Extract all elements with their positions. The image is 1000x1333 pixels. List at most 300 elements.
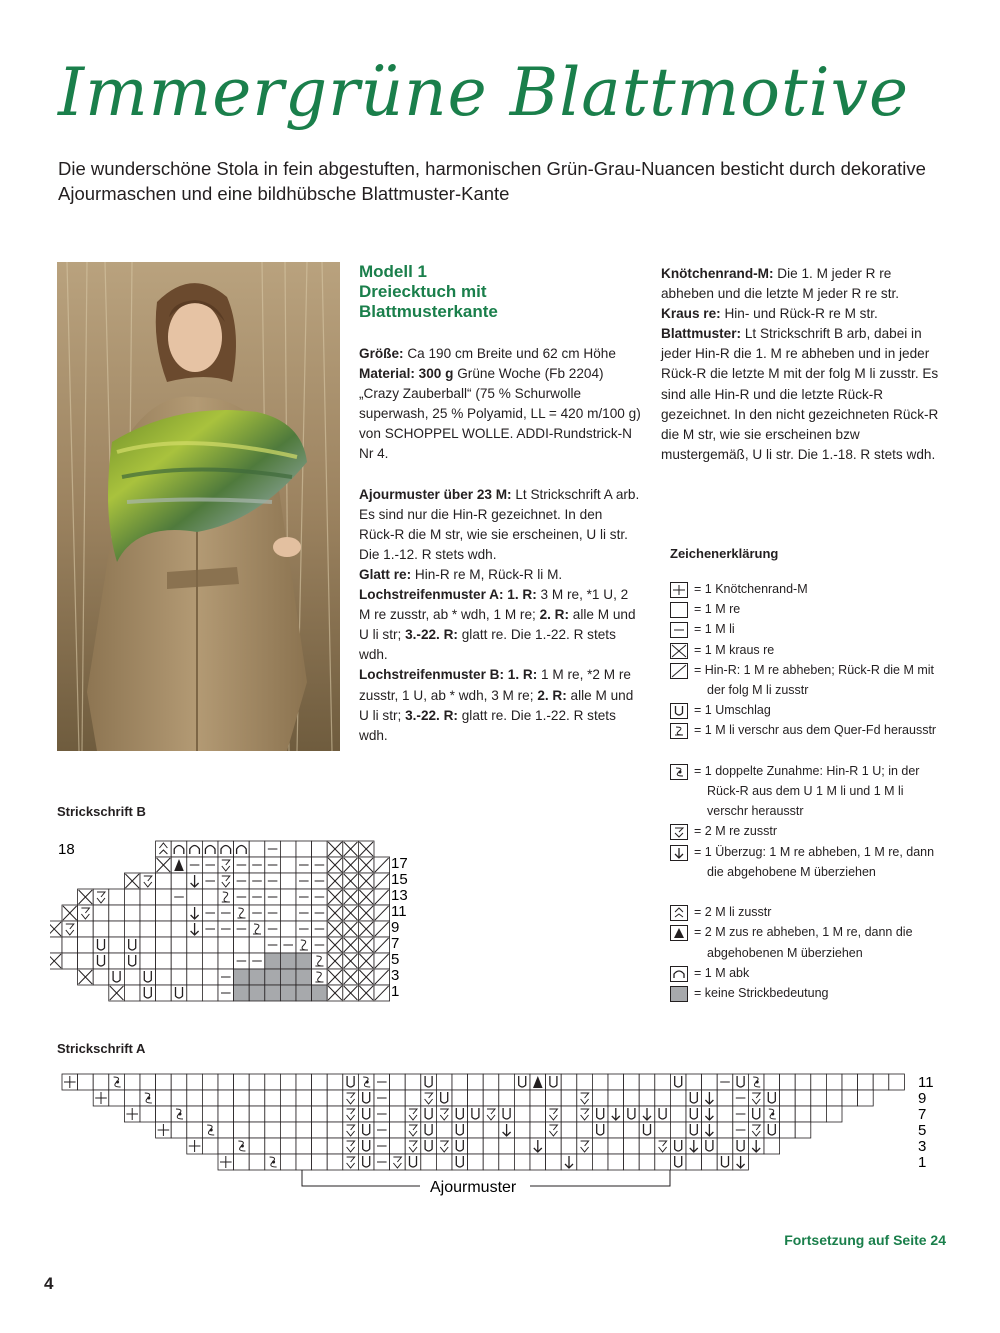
legend-text: = 2 M li zusstr bbox=[694, 905, 772, 920]
chart-cell bbox=[109, 889, 125, 905]
chart-cell bbox=[140, 985, 156, 1001]
chart-cell bbox=[390, 1074, 406, 1090]
chart-cell bbox=[109, 905, 125, 921]
legend-item bbox=[670, 761, 919, 781]
model-title-3: Blattmusterkante bbox=[359, 302, 498, 321]
chart-cell bbox=[374, 1074, 390, 1090]
chart-cell bbox=[343, 889, 359, 905]
dash-icon bbox=[670, 622, 688, 638]
chart-cell bbox=[514, 1154, 530, 1170]
chart-cell bbox=[78, 969, 94, 985]
chart-cell bbox=[265, 857, 281, 873]
chart-cell bbox=[327, 969, 343, 985]
chart-cell bbox=[265, 1138, 281, 1154]
chart-cell bbox=[577, 1138, 593, 1154]
chart-cell bbox=[124, 953, 140, 969]
chart-cell bbox=[764, 1122, 780, 1138]
chart-cell bbox=[452, 1106, 468, 1122]
chart-cell bbox=[436, 1138, 452, 1154]
chart-cell bbox=[234, 1138, 250, 1154]
chart-cell bbox=[124, 1074, 140, 1090]
chart-cell bbox=[670, 1074, 686, 1090]
chart-cell bbox=[499, 1138, 515, 1154]
knoetchenrand-paragraph: Knötchenrand-M: Die 1. M jeder R re abheben und die letzte M jeder R re str. bbox=[661, 266, 900, 302]
chart-cell bbox=[873, 1074, 889, 1090]
chart-cell bbox=[390, 1090, 406, 1106]
chart-cell bbox=[436, 1106, 452, 1122]
chart-cell bbox=[343, 1090, 359, 1106]
chart-cell bbox=[327, 905, 343, 921]
chart-cell bbox=[717, 1074, 733, 1090]
chart-cell bbox=[312, 937, 328, 953]
chart-cell bbox=[530, 1074, 546, 1090]
chart-cell bbox=[421, 1122, 437, 1138]
legend-item bbox=[670, 720, 936, 740]
chart-cell bbox=[624, 1122, 640, 1138]
chart-cell bbox=[405, 1138, 421, 1154]
chart-cell bbox=[187, 921, 203, 937]
chart-cell bbox=[826, 1090, 842, 1106]
chart-cell bbox=[280, 1090, 296, 1106]
legend-text: = Hin-R: 1 M re abheben; Rück-R die M mit bbox=[694, 662, 935, 677]
chart-cell bbox=[312, 985, 328, 1001]
chart-cell bbox=[374, 905, 390, 921]
chart-cell bbox=[218, 857, 234, 873]
chart-cell bbox=[265, 905, 281, 921]
chart-cell bbox=[156, 1106, 172, 1122]
chart-cell bbox=[280, 1138, 296, 1154]
page-title: Immergrüne Blattmotive bbox=[58, 54, 909, 131]
size-paragraph: Größe: Ca 190 cm Breite und 62 cm Höhe bbox=[359, 346, 616, 361]
chart-cell bbox=[374, 1122, 390, 1138]
chart-cell bbox=[171, 857, 187, 873]
chart-cell bbox=[234, 1154, 250, 1170]
chart-cell bbox=[655, 1074, 671, 1090]
chart-cell bbox=[483, 1106, 499, 1122]
chart-cell bbox=[140, 889, 156, 905]
legend-text: = 2 M re zusstr bbox=[694, 824, 778, 839]
chart-cell bbox=[717, 1154, 733, 1170]
chart-cell bbox=[686, 1122, 702, 1138]
chart-a-label: Strickschrift A bbox=[57, 1041, 146, 1056]
chart-cell bbox=[187, 985, 203, 1001]
chart-cell bbox=[514, 1122, 530, 1138]
chart-cell bbox=[202, 1122, 218, 1138]
chart-cell bbox=[234, 1106, 250, 1122]
chart-cell bbox=[780, 1122, 796, 1138]
chart-cell bbox=[592, 1138, 608, 1154]
legend-text: = 1 M li verschr aus dem Quer-Fd herausstr bbox=[694, 723, 937, 738]
chart-cell bbox=[327, 953, 343, 969]
chart-cell bbox=[499, 1122, 515, 1138]
chart-cell bbox=[156, 921, 172, 937]
legend-text: = 1 M li bbox=[694, 622, 735, 637]
chart-cell bbox=[187, 1074, 203, 1090]
chart-cell bbox=[171, 953, 187, 969]
chart-cell bbox=[499, 1074, 515, 1090]
chart-cell bbox=[312, 969, 328, 985]
chart-cell bbox=[296, 985, 312, 1001]
chart-cell bbox=[265, 921, 281, 937]
chart-cell bbox=[686, 1138, 702, 1154]
chart-cell bbox=[218, 841, 234, 857]
chart-cell bbox=[733, 1074, 749, 1090]
chart-cell bbox=[546, 1154, 562, 1170]
chart-cell bbox=[296, 857, 312, 873]
chart-cell bbox=[343, 969, 359, 985]
chart-b-row-number: 9 bbox=[391, 919, 400, 936]
chart-cell bbox=[327, 1090, 343, 1106]
chart-cell bbox=[748, 1074, 764, 1090]
legend-item bbox=[670, 660, 934, 680]
chart-cell bbox=[858, 1074, 874, 1090]
chart-cell bbox=[514, 1090, 530, 1106]
chart-cell bbox=[733, 1138, 749, 1154]
chart-cell bbox=[124, 873, 140, 889]
chart-cell bbox=[265, 937, 281, 953]
chart-cell bbox=[296, 969, 312, 985]
chart-cell bbox=[202, 953, 218, 969]
chart-cell bbox=[234, 985, 250, 1001]
chart-cell bbox=[374, 1138, 390, 1154]
chart-cell bbox=[327, 937, 343, 953]
chart-cell bbox=[62, 921, 78, 937]
chart-cell bbox=[109, 1074, 125, 1090]
chart-cell bbox=[234, 1122, 250, 1138]
chart-cell bbox=[280, 985, 296, 1001]
legend-item bbox=[670, 842, 934, 862]
chart-cell bbox=[249, 969, 265, 985]
chart-cell bbox=[124, 921, 140, 937]
chart-cell bbox=[655, 1154, 671, 1170]
chart-cell bbox=[842, 1074, 858, 1090]
chart-cell bbox=[265, 1122, 281, 1138]
chart-cell bbox=[795, 1090, 811, 1106]
chart-cell bbox=[187, 1122, 203, 1138]
chart-cell bbox=[218, 937, 234, 953]
chart-cell bbox=[140, 1074, 156, 1090]
chart-cell bbox=[109, 969, 125, 985]
chart-cell bbox=[343, 953, 359, 969]
chart-cell bbox=[265, 889, 281, 905]
chart-cell bbox=[234, 953, 250, 969]
legend-text-continued: der folg M li zusstr bbox=[707, 683, 809, 697]
chart-cell bbox=[374, 1154, 390, 1170]
chart-cell bbox=[624, 1138, 640, 1154]
chart-cell bbox=[140, 1090, 156, 1106]
chart-cell bbox=[93, 969, 109, 985]
middle-column bbox=[359, 262, 641, 746]
chart-cell bbox=[452, 1154, 468, 1170]
legend-text: = 1 Überzug: 1 M re abheben, 1 M re, dann bbox=[694, 844, 935, 859]
chart-cell bbox=[93, 937, 109, 953]
chart-cell bbox=[436, 1122, 452, 1138]
chart-cell bbox=[374, 1090, 390, 1106]
chart-cell bbox=[405, 1122, 421, 1138]
u-icon bbox=[670, 703, 688, 719]
chart-cell bbox=[156, 857, 172, 873]
chart-cell bbox=[436, 1154, 452, 1170]
chart-cell bbox=[405, 1074, 421, 1090]
chart-cell bbox=[156, 969, 172, 985]
chart-cell bbox=[187, 969, 203, 985]
arrow-down-icon bbox=[670, 845, 688, 861]
chart-cell bbox=[280, 889, 296, 905]
chart-cell bbox=[374, 857, 390, 873]
chart-cell bbox=[249, 1074, 265, 1090]
chart-cell bbox=[171, 873, 187, 889]
chart-cell bbox=[78, 937, 94, 953]
chart-cell bbox=[358, 921, 374, 937]
chart-cell bbox=[50, 921, 62, 937]
chart-cell bbox=[218, 1074, 234, 1090]
chart-cell bbox=[218, 985, 234, 1001]
chart-cell bbox=[608, 1106, 624, 1122]
chart-cell bbox=[624, 1106, 640, 1122]
chart-cell bbox=[202, 841, 218, 857]
legend-text-continued: verschr herausstr bbox=[707, 804, 804, 819]
chart-cell bbox=[171, 985, 187, 1001]
twist-icon bbox=[670, 723, 688, 739]
chart-cell bbox=[748, 1122, 764, 1138]
chart-cell bbox=[265, 873, 281, 889]
chart-cell bbox=[670, 1138, 686, 1154]
chart-cell bbox=[483, 1090, 499, 1106]
repeat-label: Ajourmuster bbox=[430, 1179, 517, 1196]
chart-cell bbox=[374, 953, 390, 969]
chart-cell bbox=[312, 905, 328, 921]
chart-cell bbox=[733, 1090, 749, 1106]
chart-cell bbox=[280, 905, 296, 921]
chart-cell bbox=[187, 889, 203, 905]
chart-cell bbox=[405, 1154, 421, 1170]
chart-cell bbox=[156, 873, 172, 889]
chart-cell bbox=[234, 889, 250, 905]
chart-cell bbox=[452, 1090, 468, 1106]
chart-cell bbox=[483, 1122, 499, 1138]
chart-cell bbox=[702, 1074, 718, 1090]
chart-cell bbox=[639, 1122, 655, 1138]
chart-cell bbox=[218, 1090, 234, 1106]
model-title-1: Modell 1 bbox=[359, 262, 428, 281]
chart-a-row-number: 1 bbox=[918, 1154, 927, 1171]
chart-cell bbox=[733, 1154, 749, 1170]
chart-cell bbox=[795, 1074, 811, 1090]
chart-cell bbox=[343, 921, 359, 937]
chart-cell bbox=[124, 937, 140, 953]
chart-a-row-number: 5 bbox=[918, 1122, 927, 1139]
chart-cell bbox=[592, 1122, 608, 1138]
chart-cell bbox=[327, 921, 343, 937]
empty-icon bbox=[670, 602, 688, 618]
triangle-icon bbox=[670, 925, 688, 941]
chart-cell bbox=[187, 1106, 203, 1122]
chart-cell bbox=[561, 1138, 577, 1154]
chart-b-row-number: 7 bbox=[391, 935, 400, 952]
chart-cell bbox=[374, 985, 390, 1001]
chart-cell bbox=[343, 1138, 359, 1154]
chart-cell bbox=[546, 1074, 562, 1090]
chart-cell bbox=[452, 1074, 468, 1090]
chart-cell bbox=[156, 985, 172, 1001]
chart-cell bbox=[358, 985, 374, 1001]
chart-b-row-number: 5 bbox=[391, 951, 400, 968]
chart-cell bbox=[670, 1122, 686, 1138]
chart-cell bbox=[171, 1090, 187, 1106]
chart-b-row-number: 17 bbox=[391, 855, 408, 872]
slash-icon bbox=[670, 663, 688, 679]
chart-cell bbox=[499, 1106, 515, 1122]
chart-cell bbox=[312, 873, 328, 889]
chart-cell bbox=[296, 1074, 312, 1090]
chart-a-row-number: 7 bbox=[918, 1106, 927, 1123]
chart-cell bbox=[280, 1074, 296, 1090]
chart-cell bbox=[109, 953, 125, 969]
chart-cell bbox=[530, 1154, 546, 1170]
chart-cell bbox=[889, 1074, 905, 1090]
chart-cell bbox=[187, 953, 203, 969]
grey-icon bbox=[670, 986, 688, 1002]
chart-cell bbox=[686, 1106, 702, 1122]
chart-cell bbox=[296, 921, 312, 937]
chart-cell bbox=[327, 1074, 343, 1090]
chart-cell bbox=[202, 1106, 218, 1122]
legend-item bbox=[670, 821, 777, 841]
chart-cell bbox=[327, 1122, 343, 1138]
chart-cell bbox=[78, 905, 94, 921]
chart-cell bbox=[327, 841, 343, 857]
chart-cell bbox=[343, 873, 359, 889]
chart-cell bbox=[187, 937, 203, 953]
chart-cell bbox=[265, 1154, 281, 1170]
chart-cell bbox=[358, 953, 374, 969]
chart-cell bbox=[218, 1106, 234, 1122]
legend-text: = 1 Umschlag bbox=[694, 703, 771, 718]
chart-cell bbox=[296, 873, 312, 889]
chart-cell bbox=[390, 1106, 406, 1122]
chart-cell bbox=[296, 953, 312, 969]
chart-cell bbox=[390, 1122, 406, 1138]
chart-cell bbox=[109, 921, 125, 937]
chart-cell bbox=[62, 953, 78, 969]
chart-cell bbox=[171, 841, 187, 857]
chart-cell bbox=[592, 1106, 608, 1122]
chart-cell bbox=[452, 1122, 468, 1138]
glatt-paragraph: Glatt re: Hin-R re M, Rück-R li M. bbox=[359, 566, 563, 582]
legend-text: = 1 M abk bbox=[694, 965, 750, 980]
chart-cell bbox=[50, 953, 62, 969]
chart-cell bbox=[249, 905, 265, 921]
chart-cell bbox=[296, 1122, 312, 1138]
chart-cell bbox=[124, 985, 140, 1001]
chart-cell bbox=[686, 1090, 702, 1106]
continued-note: Fortsetzung auf Seite 24 bbox=[784, 1232, 946, 1248]
blattmuster-paragraph: Blattmuster: Lt Strickschrift B arb, dabei in jeder Hin-R die 1. M re abheben und in jeder Rück-R die letzte M mit der folg M li zusstr. Es sind alle Hin-R und die letzte Rück-R gezeichnet. In den nicht gezeichneten Rück-R die M str, wie sie erscheinen bzw mustergemäß, U li str. Die 1.-18. R stets wdh. bbox=[661, 326, 939, 462]
chart-cell bbox=[171, 1122, 187, 1138]
chart-cell bbox=[358, 969, 374, 985]
legend-text-continued: Rück-R aus dem U 1 M li und 1 M li bbox=[707, 784, 904, 798]
chart-b-row-number: 13 bbox=[391, 887, 408, 904]
chart-cell bbox=[748, 1106, 764, 1122]
chart-cell bbox=[748, 1090, 764, 1106]
chart-cell bbox=[624, 1074, 640, 1090]
chart-cell bbox=[764, 1138, 780, 1154]
chart-cell bbox=[639, 1154, 655, 1170]
model-photo bbox=[57, 262, 340, 751]
chart-cell bbox=[421, 1154, 437, 1170]
chart-cell bbox=[109, 937, 125, 953]
chart-cell bbox=[795, 1122, 811, 1138]
chart-cell bbox=[312, 841, 328, 857]
legend-item bbox=[670, 902, 771, 922]
chart-cell bbox=[93, 953, 109, 969]
chart-cell bbox=[702, 1154, 718, 1170]
lochstreifen-b-paragraph: Lochstreifenmuster B: 1. R: 1 M re, *2 M re zusstr, 1 U, ab * wdh, 3 M re; 2. R: alle M und U li str; 3.-22. R: glatt re. Die 1.-22. R stets wdh. bbox=[359, 667, 634, 743]
legend-text: = 1 M kraus re bbox=[694, 642, 775, 657]
chart-cell bbox=[249, 1122, 265, 1138]
k2tog-icon bbox=[670, 824, 688, 840]
chart-cell bbox=[780, 1106, 796, 1122]
chart-cell bbox=[249, 873, 265, 889]
chart-cell bbox=[124, 1106, 140, 1122]
legend-text: = 1 doppelte Zunahme: Hin-R 1 U; in der bbox=[694, 763, 920, 778]
chart-cell bbox=[390, 1138, 406, 1154]
chart-cell bbox=[187, 857, 203, 873]
chart-cell bbox=[218, 969, 234, 985]
chart-cell bbox=[343, 1154, 359, 1170]
chart-cell bbox=[343, 857, 359, 873]
chart-cell bbox=[436, 1090, 452, 1106]
legend-text: = 1 Knötchenrand-M bbox=[694, 582, 808, 596]
chart-cell bbox=[312, 889, 328, 905]
chart-cell bbox=[78, 953, 94, 969]
chart-cell bbox=[842, 1090, 858, 1106]
chart-cell bbox=[717, 1090, 733, 1106]
chart-cell bbox=[249, 985, 265, 1001]
chart-cell bbox=[171, 937, 187, 953]
legend-text-continued: abgehobenen M überziehen bbox=[707, 945, 863, 960]
chart-cell bbox=[156, 937, 172, 953]
chart-cell bbox=[436, 1074, 452, 1090]
chart-b-row-number: 11 bbox=[391, 903, 407, 920]
chart-cell bbox=[156, 1122, 172, 1138]
chart-cell bbox=[140, 953, 156, 969]
bindoff-icon bbox=[670, 966, 688, 982]
chart-cell bbox=[358, 1154, 374, 1170]
chart-cell bbox=[124, 1090, 140, 1106]
chart-cell bbox=[670, 1106, 686, 1122]
chart-a-row-number: 11 bbox=[918, 1074, 934, 1091]
chart-cell bbox=[187, 1138, 203, 1154]
chart-cell bbox=[280, 1122, 296, 1138]
plus-icon bbox=[670, 582, 688, 598]
chart-cell bbox=[140, 969, 156, 985]
chart-cell bbox=[312, 1138, 328, 1154]
kraus-paragraph: Kraus re: Hin- und Rück-R re M str. bbox=[661, 306, 878, 322]
chart-cell bbox=[312, 1122, 328, 1138]
chart-cell bbox=[93, 1090, 109, 1106]
chart-cell bbox=[296, 889, 312, 905]
chart-cell bbox=[171, 1074, 187, 1090]
chart-cell bbox=[514, 1106, 530, 1122]
chart-cell bbox=[686, 1154, 702, 1170]
chart-cell bbox=[780, 1090, 796, 1106]
chart-cell bbox=[358, 857, 374, 873]
chart-cell bbox=[390, 1154, 406, 1170]
chart-cell bbox=[280, 969, 296, 985]
chart-cell bbox=[296, 905, 312, 921]
chart-cell bbox=[156, 953, 172, 969]
